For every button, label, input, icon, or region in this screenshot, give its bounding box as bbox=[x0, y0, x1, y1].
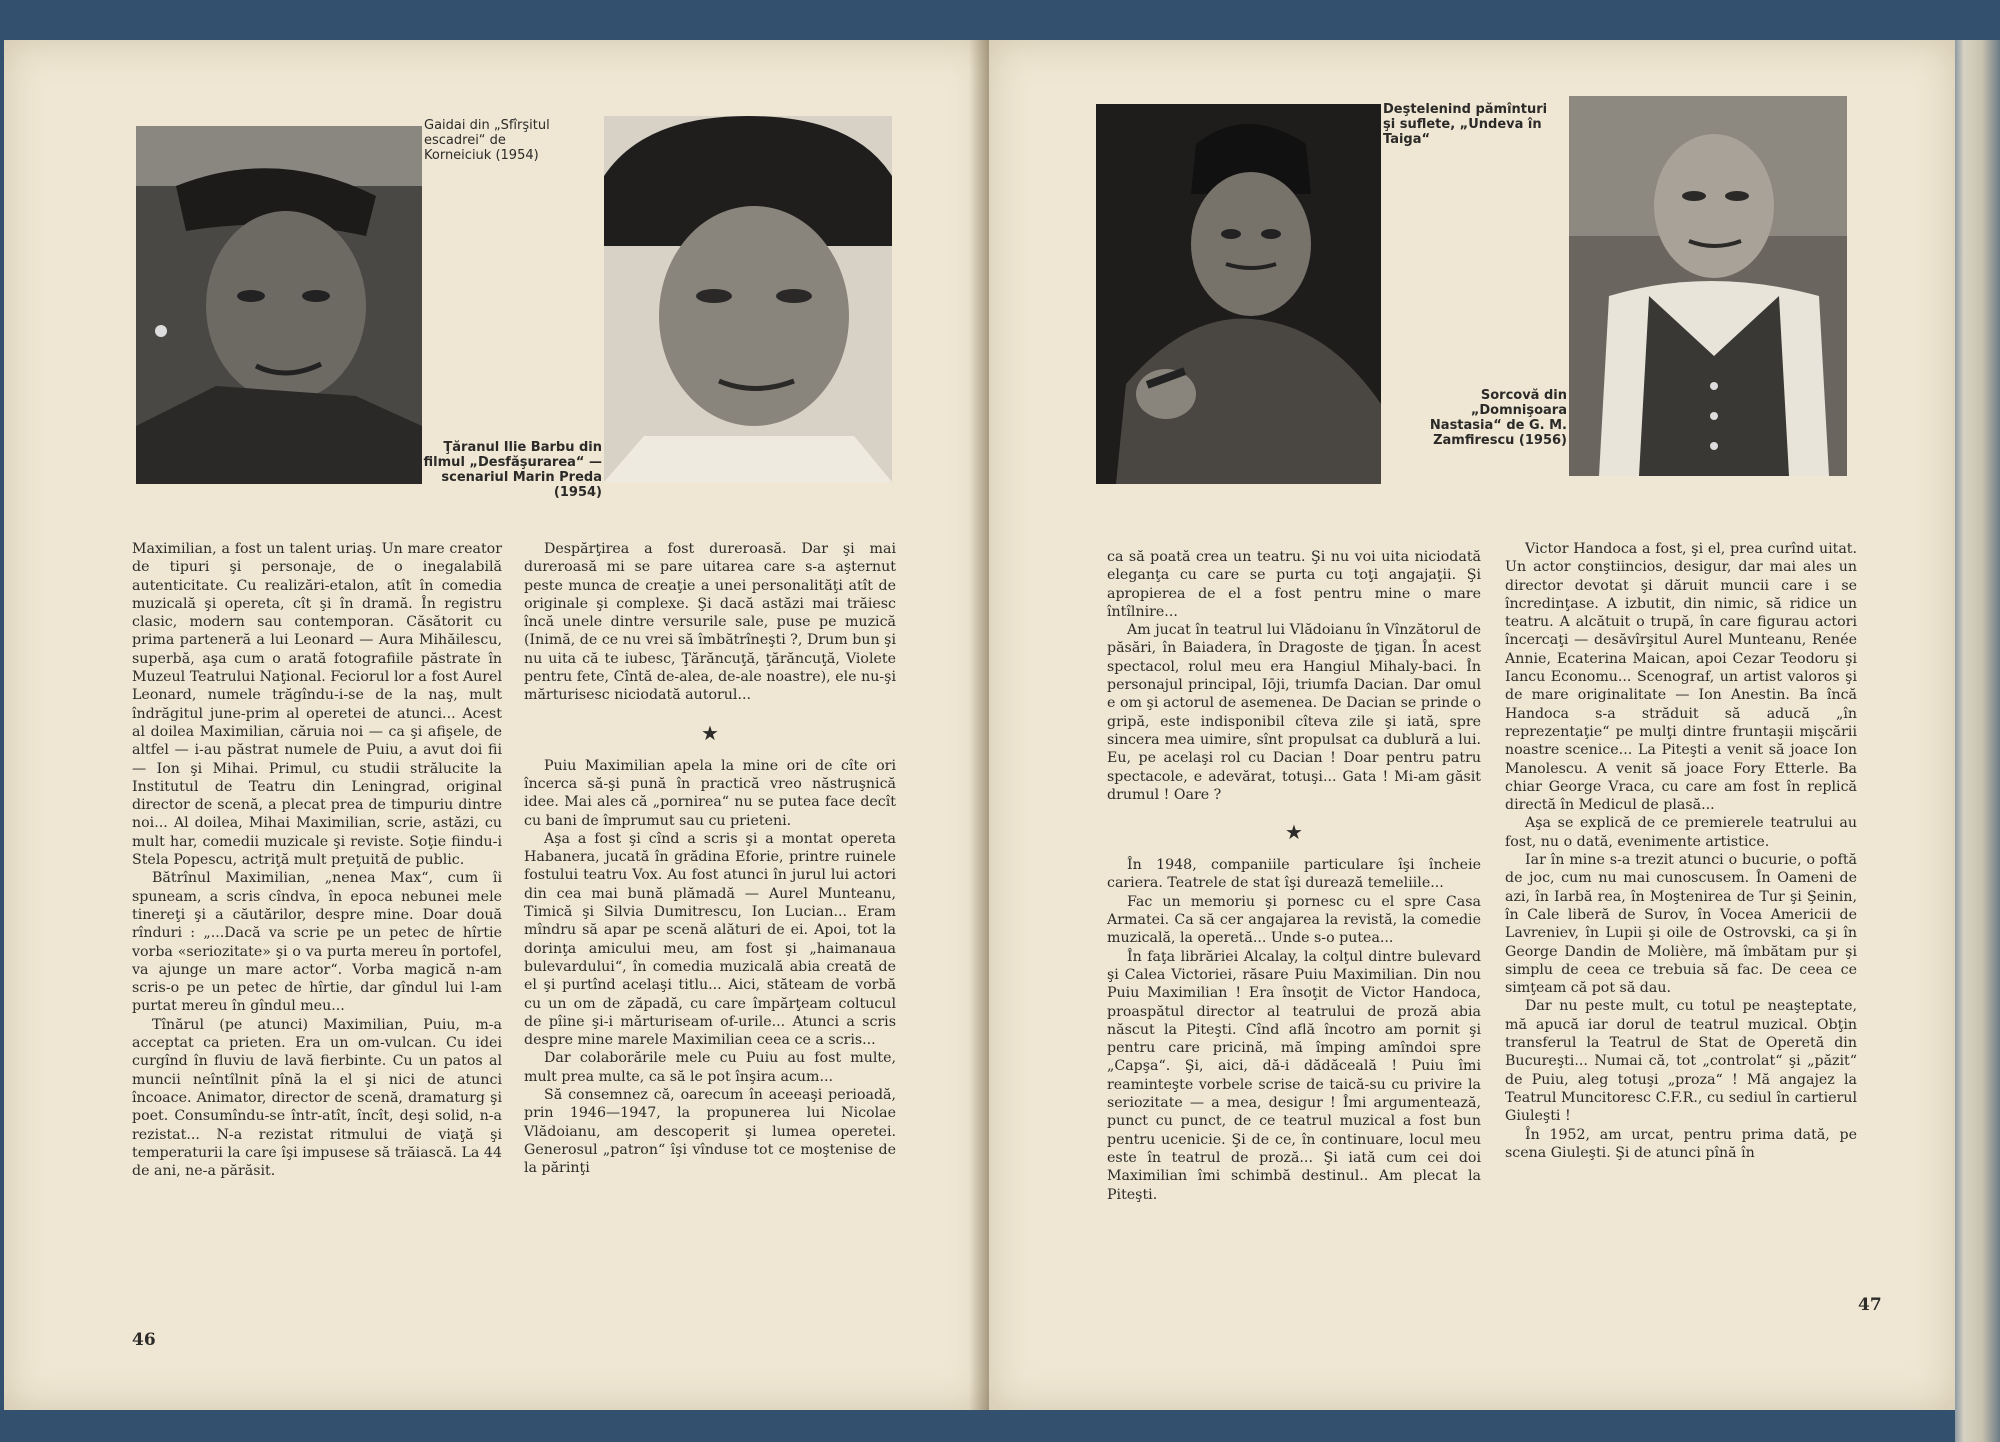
col2-paragraph-1: Despărţirea a fost dureroasă. Dar şi mai dureroasă mi se pare uitarea care s-a aşternut peste munca de creaţie a unei personalităţi atît de originale şi complexe. Şi dacă astăzi mai trăiesc încă unele dintre versurile sale, puse pe muzică (Inimă, de ce nu vrei să îmbătrîneşti ?, Drum bun şi nu uita că te iubesc, Ţărăncuţă, ţărăncuţă, Violete pentru fete, Cîntă de-alea, de-ale noastre), ele nu-şi mărturisesc niciodată autorul... bbox=[524, 541, 896, 704]
portrait-man-vest-image bbox=[1569, 96, 1847, 476]
separator-star: ★ bbox=[701, 720, 719, 745]
photo4-caption: Sorcovă din „Domnişoara Nastasia“ de G. M. Zamfirescu (1956) bbox=[1429, 388, 1567, 448]
left-column-1 bbox=[132, 540, 502, 1180]
page-number-left: 46 bbox=[132, 1330, 156, 1350]
photo-taiga bbox=[1096, 104, 1381, 484]
col2-paragraph-3: Aşa a fost şi cînd a scris şi a montat opereta Habanera, jucată în grădina Eforie, printre ruinele fostului teatru Vox. Au fost atunci în jurul lui actori din cea mai bună plămadă — Aurel Munteanu, Timică şi Silvia Dumitrescu, Ion Lucian... Eram mîndru să apar pe scenă alături de ei. Apoi, tot la dorinţa amicului meu, am fost şi „haimanaua bulevardului“, în comedia muzicală abia creată de el şi purtînd acelaşi titlu... Aici, stăteam de vorbă cu un om de zăpadă, cu care împărţeam coltucul de pîine şi-i mărturiseam of-urile... Atunci a scris despre mine marele Maximilian ceea ce a scris... bbox=[524, 830, 896, 1049]
col4-paragraph-2: Aşa se explică de ce premierele teatrului au fost, nu o dată, evenimente artistice. bbox=[1505, 815, 1857, 850]
col4-paragraph-3: Iar în mine s-a trezit atunci o bucurie, o poftă de joc, cum nu mai cunoscusem. În Oameni de azi, în Iarbă rea, în Moştenirea de Tur şi Şeinin, în Cale liberă de Surov, în Vocea Americii de Lavreniev, în Lupii şi oile de Ostrovski, ca şi în George Dandin de Molière, mă îmbătam pur şi simplu de ceea ce trebuia să fac. De ceea ce simţeam că pot să dau. bbox=[1505, 852, 1857, 997]
portrait-peasant-image bbox=[604, 116, 892, 482]
page-number-right: 47 bbox=[1858, 1295, 1882, 1315]
right-column-3 bbox=[1107, 548, 1481, 1204]
col1-paragraph-1: Maximilian, a fost un talent uriaş. Un mare creator de tipuri şi personaje, de o inegalabilă autenticitate. Cu realizări-etalon, atît în comedia muzicală şi opereta, cît şi în dramă. În registru clasic, modern sau contemporan. Căsătorit cu prima parteneră a lui Leonard — Aura Mihăilescu, superbă, aşa cum o arată fotografiile păstrate în Muzeul Teatrului Naţional. Feciorul lor a fost Aurel Leonard, numele trăgîndu-i-se de la naş, mult îndrăgitul june-prim al operetei de atunci... Acest al doilea Maximilian, căruia noi — ca şi afişele, de altfel — i-au păstrat numele de Puiu, a avut doi fii — Ion şi Mihai. Primul, cu studii strălucite la Institutul de Teatru din Leningrad, original director de scenă, a plecat prea de timpuriu dintre noi... Al doilea, Mihai Maximilian, scrie, astăzi, cu mult har, comedii muzicale şi reviste. Soţie fiindu-i Stela Popescu, actriţă mult preţuită de public. bbox=[132, 541, 502, 869]
col3-paragraph-2: Am jucat în teatrul lui Vlădoianu în Vînzătorul de păsări, în Baiadera, în Dragoste de ţigan. În acest spectacol, rolul meu era Hangiul Mihaly-baci. În personajul principal, Iōji, triumfa Dacian. Dar omul e om şi actorul de asemenea. De Dacian se prinde o gripă, este indisponibil cîteva zile şi iată, spre sincera mea uimire, sînt propulsat ca dublură a lui. Eu, pe acelaşi rol cu Dacian ! Doar pentru patru spectacole, e adevărat, totuşi... Gata ! Mi-am găsit drumul ! Oare ? bbox=[1107, 622, 1481, 803]
portrait-sailor-image bbox=[136, 126, 422, 484]
col4-paragraph-4: Dar nu peste mult, cu totul pe neaşteptate, mă apucă iar dorul de teatrul muzical. Obţin transferul la Teatrul de Stat de Operetă din Bucureşti... Numai că, tot „controlat“ şi „păzit“ de Puiu, aleg totuşi „proza“ ! Mă angajez la Teatrul Muncitoresc C.F.R., cu sediul în cartierul Giuleşti ! bbox=[1505, 998, 1857, 1125]
right-page bbox=[989, 40, 1955, 1410]
photo-gaidai bbox=[136, 126, 422, 484]
photo-ilie-barbu bbox=[604, 116, 892, 482]
portrait-man-pipe-image bbox=[1096, 104, 1381, 484]
left-column-2 bbox=[524, 540, 896, 1178]
col4-paragraph-1: Victor Handoca a fost, şi el, prea curînd uitat. Un actor conştiincios, desigur, dar mai ales un director devotat şi dăruit muncii care i se încredinţase. A izbutit, din nimic, să ridice un teatru. A alcătuit o trupă, în care figurau actori încercaţi — desăvîrşitul Aurel Munteanu, Renée Annie, Ecaterina Maican, apoi Cezar Teodoru şi Iancu Economu... Scenograf, un artist valoros şi de mare originalitate — Ion Anestin. Ba încă Handoca s-a străduit să aducă „în reprezentaţie“ pe mulţi dintre fruntaşii mişcării noastre scenice... La Piteşti a venit să joace Ion Manolescu. A venit să joace Fory Etterle. Ba chiar George Vraca, cu care am fost în replică directă în Medicul de plasă... bbox=[1505, 541, 1857, 814]
book-edge bbox=[1955, 40, 2000, 1442]
photo1-caption: Gaidai din „Sfîrşitul escadrei“ de Korneiciuk (1954) bbox=[424, 118, 550, 163]
photo-sorcova bbox=[1569, 96, 1847, 476]
col2-paragraph-4: Dar colaborările mele cu Puiu au fost multe, mult prea multe, ca să le pot înşira acum... bbox=[524, 1050, 896, 1085]
col3-paragraph-4: Fac un memoriu şi pornesc cu el spre Casa Armatei. Ca să cer angajarea la revistă, la comedie muzicală, la operetă... Unde s-o putea... bbox=[1107, 893, 1481, 947]
col3-paragraph-3: În 1948, companiile particulare îşi încheie cariera. Teatrele de stat îşi durează temeliile... bbox=[1107, 857, 1481, 892]
col1-paragraph-3: Tînărul (pe atunci) Maximilian, Puiu, m-a acceptat ca prieten. Era un om-vulcan. Cu idei curgînd în fluviu de lavă fierbinte. Cu un patos al muncii neîntîlnit pînă la el şi nici de atunci încoace. Animator, director de scenă, dramaturg şi poet. Consumîndu-se într-atît, încît, deşi solid, n-a rezistat... N-a rezistat ritmului de viaţă şi temperaturii la care îşi impusese să trăiască. La 44 de ani, ne-a părăsit. bbox=[132, 1016, 502, 1180]
col1-paragraph-2: Bătrînul Maximilian, „nenea Max“, cum îi spuneam, a scris cîndva, în epoca nebunei mele tinereţi şi a căutărilor, despre mine. Doar două rînduri : „...Dacă va scrie pe un petec de hîrtie vorba «seriozitate» şi o va purta mereu în portofel, va ajunge un mare actor“. Vorba magică n-am scris-o pe un petec de hîrtie, dar gîndul lui l-am purtat mereu în gîndul meu... bbox=[132, 870, 502, 1015]
separator-star: ★ bbox=[1285, 820, 1303, 845]
photo2-caption: Ţăranul Ilie Barbu din filmul „Desfăşurarea“ — scenariul Marin Preda (1954) bbox=[423, 440, 602, 500]
col2-paragraph-5: Să consemnez că, oarecum în aceeaşi perioadă, prin 1946—1947, la propunerea lui Nicolae Vlădoianu, am descoperit şi lumea operetei. Generosul „patron“ îşi vînduse tot ce moştenise de la părinţi bbox=[524, 1087, 896, 1177]
col2-paragraph-2: Puiu Maximilian apela la mine ori de cîte ori încerca să-şi pună în practică vreo năstruşnică idee. Mai ales că „pornirea“ nu se putea face decît cu bani de împrumut sau cu prieteni. bbox=[524, 757, 896, 829]
col3-paragraph-5: În faţa librăriei Alcalay, la colţul dintre bulevard şi Calea Victoriei, răsare Puiu Maximilian. Din nou Puiu Maximilian ! Era însoţit de Victor Handoca, proaspătul director al teatrului de proză abia născut la Piteşti. Cînd află încotro am pornit şi pentru care pricină, mă împing amîndoi spre „Capşa“. Şi, aici, dă-i dădăceală ! Puiu îmi reaminteşte vorbele scrise de taică-su cu privire la seriozitate — a mea, desigur ! Îmi argumentează, punct cu punct, de ce teatrul muzical a fost bun pentru ucenicie. Şi de ce, în continuare, locul meu este în teatrul de proză... Şi iată cum cei doi Maximilian îmi schimbă destinul.. Am plecat la Piteşti. bbox=[1107, 948, 1481, 1203]
left-page bbox=[4, 40, 989, 1410]
photo3-caption: Deştelenind pămînturi şi suflete, „Undeva în Taiga“ bbox=[1383, 102, 1548, 147]
right-column-4 bbox=[1505, 540, 1857, 1162]
col4-paragraph-5: În 1952, am urcat, pentru prima dată, pe scena Giuleşti. Şi de atunci pînă în bbox=[1505, 1126, 1857, 1161]
col3-paragraph-1: ca să poată crea un teatru. Şi nu voi uita niciodată eleganţa cu care se purta cu toţi angajaţii. Şi apropierea de el a fost pentru mine o mare întîlnire... bbox=[1107, 549, 1481, 620]
